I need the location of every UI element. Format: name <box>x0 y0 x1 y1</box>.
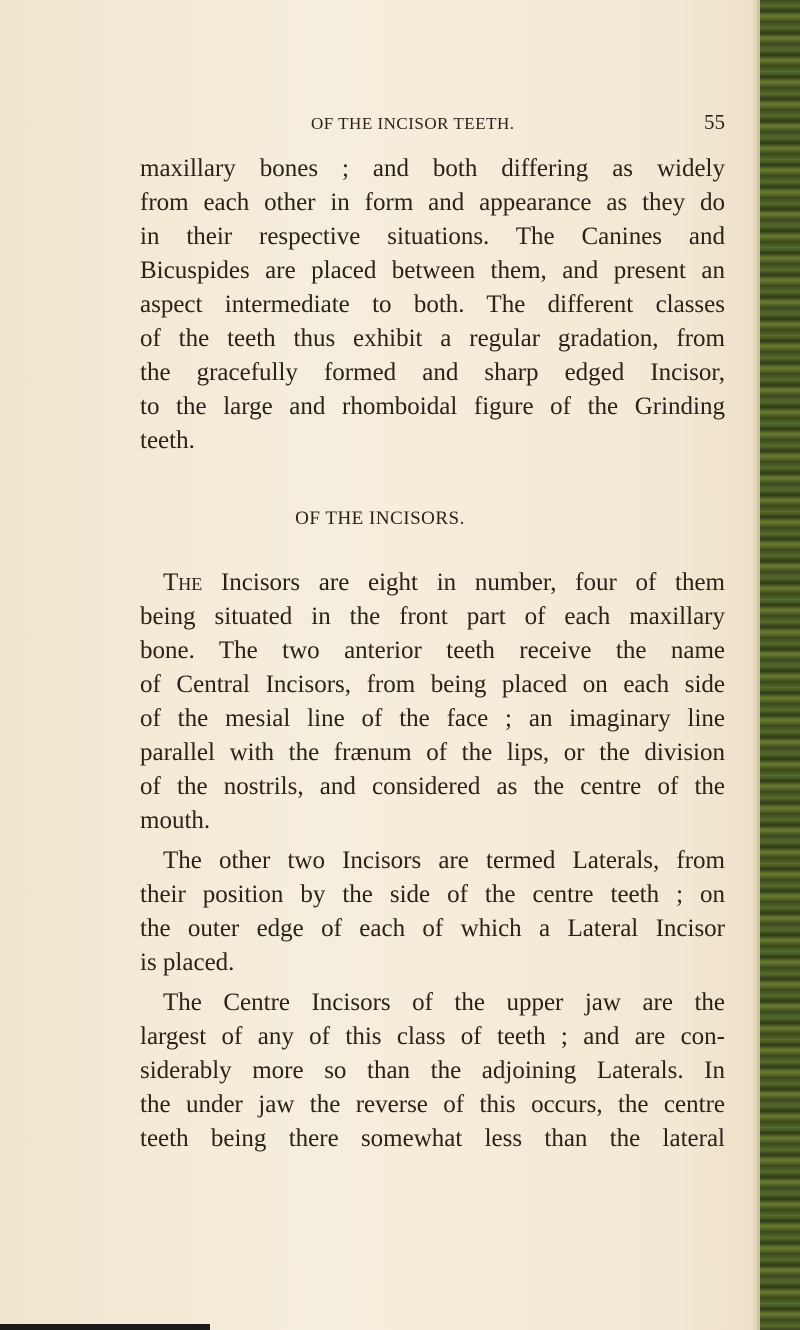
text-line: is placed. <box>140 949 235 976</box>
text-line: teeth. <box>140 427 195 454</box>
text-line: in their respective situations. The Canines and <box>140 223 725 250</box>
section-title: OF THE INCISORS. <box>295 508 465 529</box>
lead-word: The <box>163 569 203 596</box>
text-line: from each other in form and appearance as they do <box>140 189 725 216</box>
text-line: to the large and rhomboidal figure of the Grinding <box>140 393 725 420</box>
text-line: of Central Incisors, from being placed on each side <box>140 671 725 698</box>
text-line: aspect intermediate to both. The different classes <box>140 291 725 318</box>
text-line: the gracefully formed and sharp edged Incisor, <box>140 359 725 386</box>
text-line: maxillary bones ; and both differing as widely <box>140 155 725 182</box>
text-line: largest of any of this class of teeth ; and are con- <box>140 1023 725 1050</box>
text-line: teeth being there somewhat less than the lateral <box>140 1125 725 1152</box>
text-line: bone. The two anterior teeth receive the name <box>140 637 725 664</box>
text-line: of the mesial line of the face ; an imaginary line <box>140 705 725 732</box>
running-head: OF THE INCISOR TEETH. <box>311 114 515 133</box>
first-line-rest: Incisors are eight in number, four of them <box>202 569 725 596</box>
book-spine <box>757 0 800 1330</box>
text-line: The other two Incisors are termed Laterals, from <box>163 847 725 874</box>
page-number: 55 <box>704 110 725 134</box>
text-line: mouth. <box>140 807 211 834</box>
text-line-first <box>163 566 725 600</box>
page-header <box>0 110 760 144</box>
text-line: the outer edge of each of which a Lateral Incisor <box>140 915 725 942</box>
text-line: of the nostrils, and considered as the centre of the <box>140 773 725 800</box>
text-line: their position by the side of the centre teeth ; on <box>140 881 725 908</box>
text-line: The Centre Incisors of the upper jaw are the <box>163 989 725 1016</box>
text-line: the under jaw the reverse of this occurs, the centre <box>140 1091 725 1118</box>
text-line: of the teeth thus exhibit a regular gradation, from <box>140 325 725 352</box>
text-line: parallel with the frænum of the lips, or the division <box>140 739 725 766</box>
text-line: siderably more so than the adjoining Laterals. In <box>140 1057 725 1084</box>
bottom-shadow <box>0 1324 210 1330</box>
text-line: Bicuspides are placed between them, and present an <box>140 257 725 284</box>
text-line: being situated in the front part of each maxillary <box>140 603 725 630</box>
